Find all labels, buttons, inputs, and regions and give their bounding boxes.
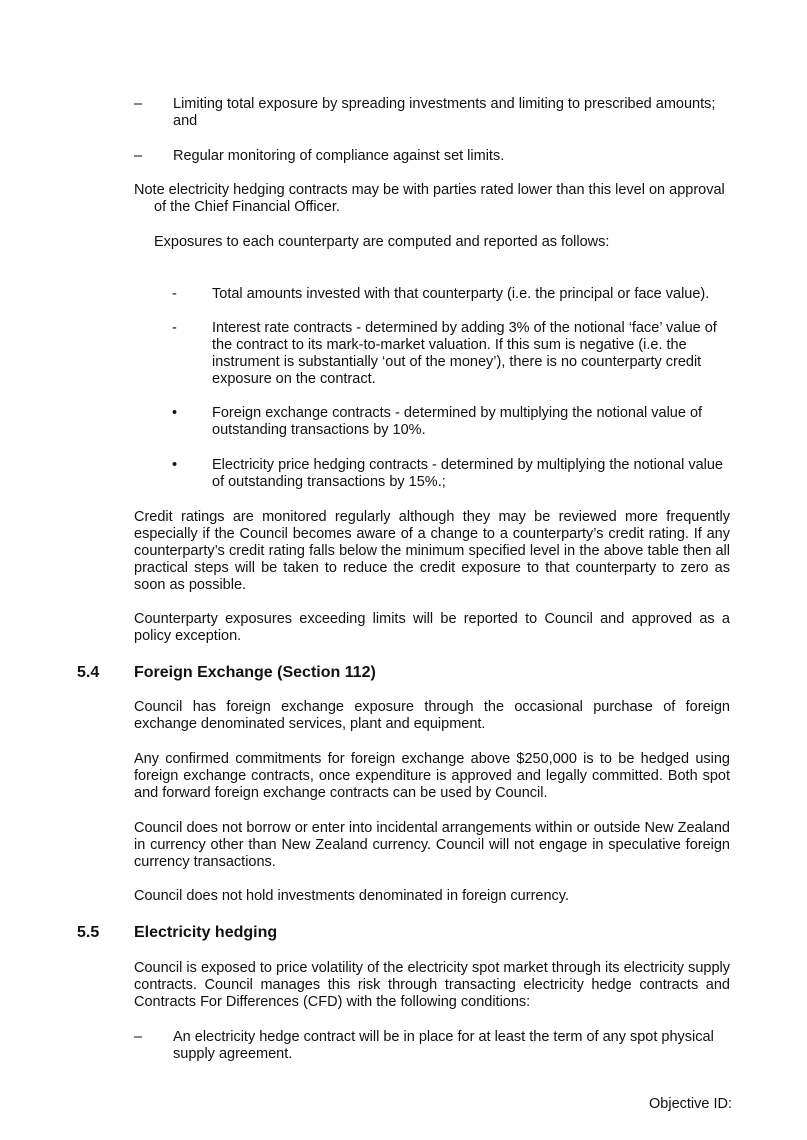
list-item-text: Total amounts invested with that counterparty (i.e. the principal or face value). (212, 286, 710, 302)
note-line-2: of the Chief Financial Officer. (154, 199, 340, 215)
section-number: 5.5 (77, 924, 100, 941)
paragraph: Council does not hold investments denominated in foreign currency. (134, 888, 569, 904)
paragraph: Council is exposed to price volatility of the electricity spot market through its electricity supply contracts. Council manages this risk through transacting electricity hedge contracts and Contracts For Differences (CFD) with the following conditions: (134, 960, 730, 1010)
objective-id-footer: Objective ID: (649, 1096, 732, 1112)
list-item-text: Foreign exchange contracts - determined by multiplying the notional value of outstanding transactions by 10%. (212, 405, 703, 438)
paragraph: Any confirmed commitments for foreign exchange above $250,000 is to be hedged using foreign exchange contracts, once expenditure is approved and legally committed. Both spot and forward foreign exchange contracts can be used by Council. (134, 751, 730, 801)
exposures-intro: Exposures to each counterparty are computed and reported as follows: (154, 234, 610, 250)
list-item-text: Interest rate contracts - determined by adding 3% of the notional ‘face’ value of the contract to its mark-to-market valuation. If this sum is negative (i.e. the instrument is substantially ‘out of the money’), there is no counterparty credit exposure on the contract. (212, 320, 717, 387)
note-paragraph (134, 182, 734, 216)
dash-marker: - (172, 320, 177, 336)
credit-ratings-paragraph: Credit ratings are monitored regularly although they may be reviewed more frequently especially if the Council becomes aware of a change to a counterparty’s credit rating. If any counterparty’s credit rating falls below the minimum specified level in the above table then all practical steps will be taken to reduce the credit exposure to that counterparty to zero as soon as possible. (134, 509, 730, 593)
bullet-marker: • (172, 457, 178, 473)
list-item-text: An electricity hedge contract will be in place for at least the term of any spot physical supply agreement. (173, 1029, 714, 1062)
dash-marker: – (134, 1029, 143, 1045)
section-number: 5.4 (77, 664, 100, 681)
list-item-text: Electricity price hedging contracts - determined by multiplying the notional value of outstanding transactions by 15%.; (212, 457, 723, 490)
paragraph: Council has foreign exchange exposure through the occasional purchase of foreign exchange denominated services, plant and equipment. (134, 699, 730, 732)
note-line-1: Note electricity hedging contracts may be with parties rated lower than this level on approval (134, 182, 725, 198)
dash-marker: – (134, 96, 143, 112)
list-item-text: Regular monitoring of compliance against set limits. (173, 148, 505, 164)
section-title: Foreign Exchange (Section 112) (134, 664, 376, 681)
list-item-text: Limiting total exposure by spreading investments and limiting to prescribed amounts; and (173, 96, 716, 129)
section-title: Electricity hedging (134, 924, 278, 941)
exceeding-limits-paragraph: Counterparty exposures exceeding limits will be reported to Council and approved as a policy exception. (134, 611, 730, 644)
dash-marker: – (134, 148, 143, 164)
paragraph: Council does not borrow or enter into incidental arrangements within or outside New Zealand in currency other than New Zealand currency. Council will not engage in speculative foreign currency transactions. (134, 820, 730, 870)
section-heading-5-5 (77, 923, 737, 943)
dash-marker: - (172, 286, 177, 302)
section-heading-5-4 (77, 663, 737, 683)
bullet-marker: • (172, 405, 178, 421)
